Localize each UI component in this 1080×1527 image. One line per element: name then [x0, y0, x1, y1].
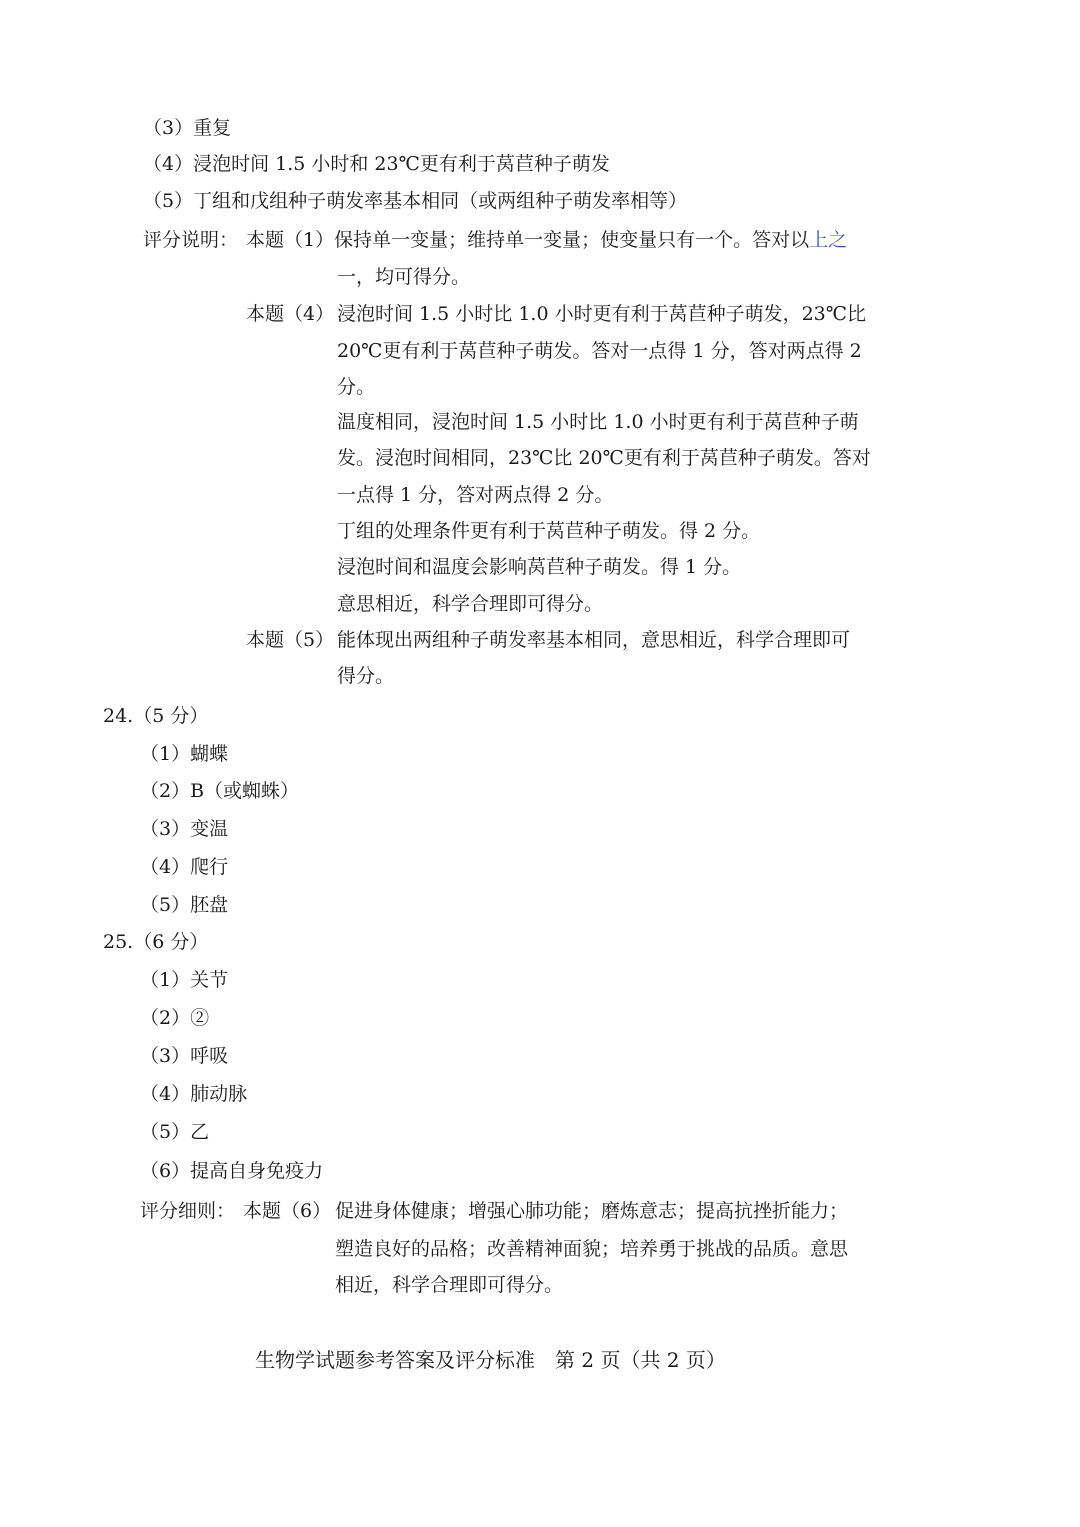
q23-note-4-line: 浸泡时间 1.5 小时比 1.0 小时更有利于莴苣种子萌发，23℃比 — [337, 303, 867, 325]
q24-heading: 24.（5 分） — [103, 705, 209, 727]
q25-answer: （4）肺动脉 — [140, 1083, 248, 1105]
q23-note-4-line: 丁组的处理条件更有利于莴苣种子萌发。得 2 分。 — [337, 520, 761, 542]
q25-note-6-line: 相近，科学合理即可得分。 — [335, 1274, 564, 1296]
q25-answer: （1）关节 — [140, 969, 229, 991]
q24-answer: （1）蝴蝶 — [140, 743, 229, 765]
q23-note-1-line-1 — [246, 231, 847, 250]
q25-note-6-line: 塑造良好的品格；改善精神面貌；培养勇于挑战的品质。意思 — [335, 1238, 849, 1260]
q23-scoring-label: 评分说明： — [143, 229, 239, 251]
handwritten-mark: 上之 — [809, 229, 848, 251]
q23-note-4-line: 意思相近，科学合理即可得分。 — [337, 593, 604, 615]
q23-answer-3: （3）重复 — [143, 117, 232, 139]
q23-answer-5: （5）丁组和戊组种子萌发率基本相同（或两组种子萌发率相等） — [143, 190, 688, 212]
q23-note-1-text: 本题（1）保持单一变量；维持单一变量；使变量只有一个。答对以 — [246, 229, 810, 251]
q23-note-4-line: 分。 — [337, 376, 376, 398]
q25-note-6-line: 促进身体健康；增强心肺功能；磨炼意志；提高抗挫折能力； — [335, 1200, 849, 1222]
q23-note-4-line: 浸泡时间和温度会影响莴苣种子萌发。得 1 分。 — [337, 556, 742, 578]
page-footer: 生物学试题参考答案及评分标准 第 2 页（共 2 页） — [255, 1348, 726, 1372]
q25-heading: 25.（6 分） — [103, 931, 209, 953]
q24-answer: （5）胚盘 — [140, 894, 229, 916]
q23-note-1-line-2: 一，均可得分。 — [337, 266, 471, 288]
q25-answer: （2）② — [140, 1007, 210, 1029]
q23-note-5-label: 本题（5） — [246, 629, 335, 651]
q24-answer: （3）变温 — [140, 818, 229, 840]
q25-answer: （3）呼吸 — [140, 1045, 229, 1067]
q25-answer: （6）提高自身免疫力 — [140, 1160, 324, 1182]
q23-note-4-line: 一点得 1 分，答对两点得 2 分。 — [337, 484, 614, 506]
q24-answer: （2）B（或蜘蛛） — [140, 780, 300, 802]
q23-note-4-line: 20℃更有利于莴苣种子萌发。答对一点得 1 分，答对两点得 2 — [337, 340, 862, 362]
q23-note-4-label: 本题（4） — [246, 303, 335, 325]
q23-note-4-line: 温度相同，浸泡时间 1.5 小时比 1.0 小时更有利于莴苣种子萌 — [337, 411, 859, 433]
q25-note-6-label: 本题（6） — [243, 1200, 332, 1222]
q25-scoring-label: 评分细则： — [140, 1200, 236, 1222]
q23-note-4-line: 发。浸泡时间相同，23℃比 20℃更有利于莴苣种子萌发。答对 — [337, 447, 871, 469]
q23-note-5-line: 能体现出两组种子萌发率基本相同，意思相近，科学合理即可 — [337, 629, 851, 651]
q25-answer: （5）乙 — [140, 1121, 210, 1143]
q23-note-5-line: 得分。 — [337, 665, 395, 687]
q23-answer-4: （4）浸泡时间 1.5 小时和 23℃更有利于莴苣种子萌发 — [143, 153, 610, 175]
q24-answer: （4）爬行 — [140, 856, 229, 878]
